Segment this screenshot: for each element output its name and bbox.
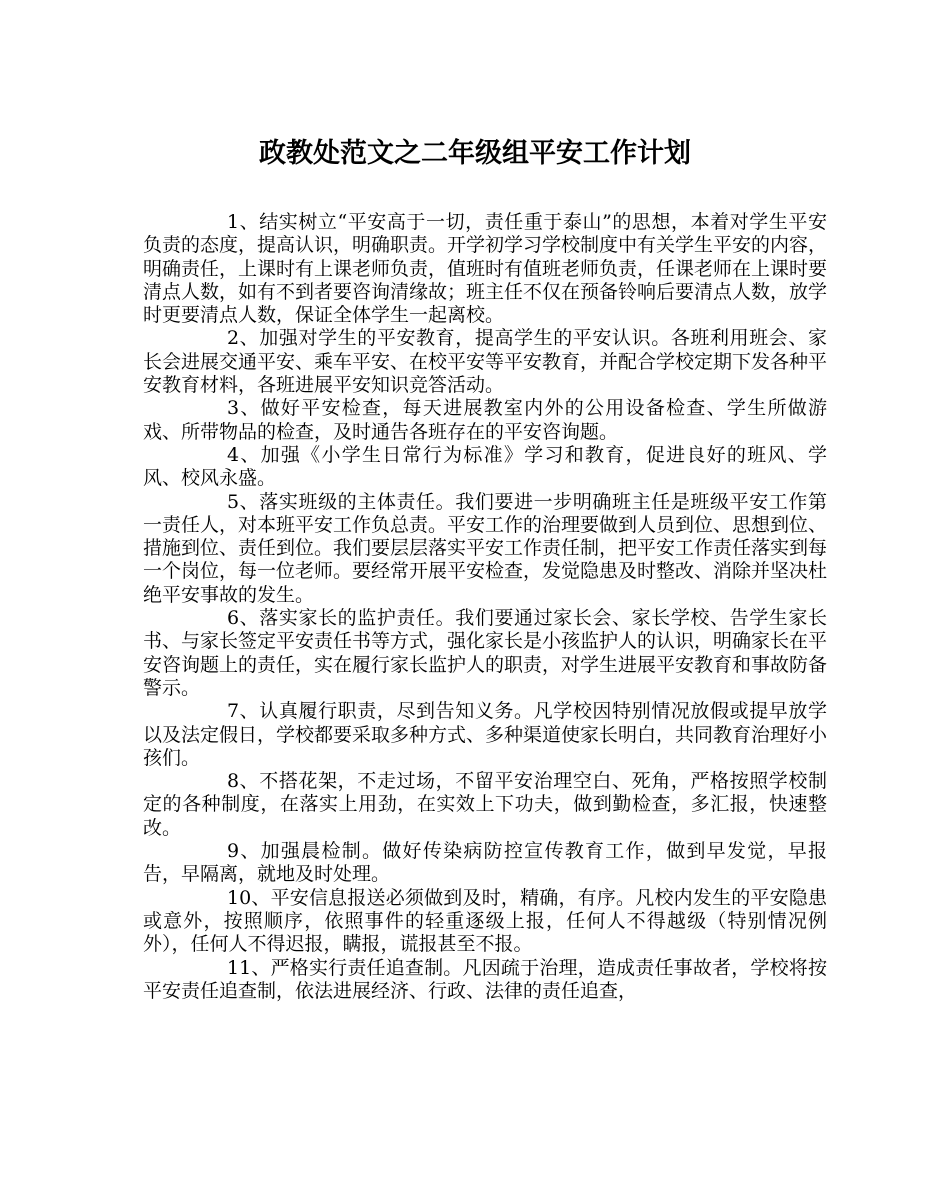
paragraph-6: 6、落实家长的监护责任。我们要通过家长会、家长学校、告学生家长书、与家长签定平安责任书等方式，强化家长是小孩监护人的认识，明确家长在平安咨询题上的责任，实在履行家长监护人的职责，对学生进展平安教育和事故防备警示。 — [143, 607, 828, 699]
document-title: 政教处范文之二年级组平安工作计划 — [259, 138, 691, 169]
paragraph-11: 11、严格实行责任追查制。凡因疏于治理，造成责任事故者，学校将按平安责任追查制，依法进展经济、行政、法律的责任追查， — [143, 956, 827, 1002]
paragraph-9: 9、加强晨检制。做好传染病防控宣传教育工作，做到早发觉，早报告，早隔离，就地及时处理。 — [143, 840, 827, 886]
paragraph-10: 10、平安信息报送必须做到及时，精确，有序。凡校内发生的平安隐患或意外，按照顺序，依照事件的轻重逐级上报，任何人不得越级（特别情况例外），任何人不得迟报，瞒报，谎报甚至不报。 — [143, 886, 827, 956]
paragraph-8: 8、不搭花架，不走过场，不留平安治理空白、死角，严格按照学校制定的各种制度，在落实上用劲，在实效上下功夫，做到勤检查，多汇报，快速整改。 — [143, 770, 827, 839]
paragraph-4: 4、加强《小学生日常行为标准》学习和教育，促进良好的班风、学风、校风永盛。 — [143, 443, 827, 490]
paragraph-1: 1、结实树立“平安高于一切，责任重于泰山”的思想，本着对学生平安负责的态度，提高认识，明确职责。开学初学习学校制度中有关学生平安的内容，明确责任，上课时有上课老师负责，值班时有值班老师负责，任课老师在上课时要清点人数，如有不到者要咨询清缘故；班主任不仅在预备铃响后要清点人数，放学时更要清点人数，保证全体学生一起离校。 — [143, 211, 828, 327]
document-body — [143, 211, 827, 1003]
paragraph-5: 5、落实班级的主体责任。我们要进一步明确班主任是班级平安工作第一责任人，对本班平安工作负总责。平安工作的治理要做到人员到位、思想到位、措施到位、责任到位。我们要层层落实平安工作责任制，把平安工作责任落实到每一个岗位，每一位老师。要经常开展平安检查，发觉隐患及时整改、消除并坚决杜绝平安事故的发生。 — [143, 490, 828, 606]
paragraph-3: 3、做好平安检查，每天进展教室内外的公用设备检查、学生所做游戏、所带物品的检查，及时通告各班存在的平安咨询题。 — [143, 397, 827, 443]
paragraph-2: 2、加强对学生的平安教育，提高学生的平安认识。各班利用班会、家长会进展交通平安、乘车平安、在校平安等平安教育，并配合学校定期下发各种平安教育材料，各班进展平安知识竞答活动。 — [143, 327, 828, 397]
paragraph-7: 7、认真履行职责，尽到告知义务。凡学校因特别情况放假或提早放学以及法定假日，学校都要采取多种方式、多种渠道使家长明白，共同教育治理好小孩们。 — [143, 700, 828, 769]
